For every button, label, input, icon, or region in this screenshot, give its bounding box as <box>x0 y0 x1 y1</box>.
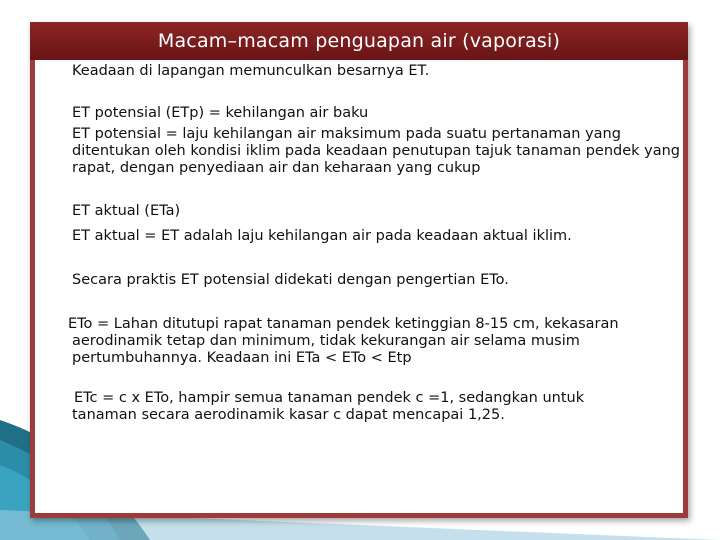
eto-first-line: ETo = Lahan ditutupi rapat tanaman pendek ketinggian 8-15 cm, kekasaran <box>68 316 619 332</box>
eto-continuation: aerodinamik tetap dan minimum, tidak kekurangan air selama musim pertumbuhannya. Keadaan ini ETa < ETo < Etp <box>72 333 580 366</box>
slide-title-bar <box>30 22 688 60</box>
etp-definition: ET potensial = laju kehilangan air maksimum pada suatu pertanaman yang ditentukan oleh kondisi iklim pada keadaan penutupan tajuk tanaman pendek yang rapat, dengan penyediaan air dan keharaan yang cukup <box>72 126 681 176</box>
slide-body <box>68 63 682 424</box>
etc-first-line: ETc = c x ETo, hampir semua tanaman pendek c =1, sedangkan untuk <box>74 390 585 406</box>
eto-paragraph <box>68 316 682 367</box>
eta-definition: ET aktual = ET adalah laju kehilangan air pada keadaan aktual iklim. <box>72 228 572 244</box>
etc-continuation: tanaman secara aerodinamik kasar c dapat mencapai 1,25. <box>72 407 505 423</box>
etp-heading: ET potensial (ETp) = kehilangan air baku <box>72 105 369 121</box>
etc-paragraph <box>72 390 682 424</box>
praktis-text: Secara praktis ET potensial didekati dengan pengertian ETo. <box>72 272 509 288</box>
slide-title: Macam–macam penguapan air (vaporasi) <box>157 30 561 52</box>
eta-heading: ET aktual (ETa) <box>72 203 181 219</box>
intro-text: Keadaan di lapangan memunculkan besarnya ET. <box>72 63 430 79</box>
